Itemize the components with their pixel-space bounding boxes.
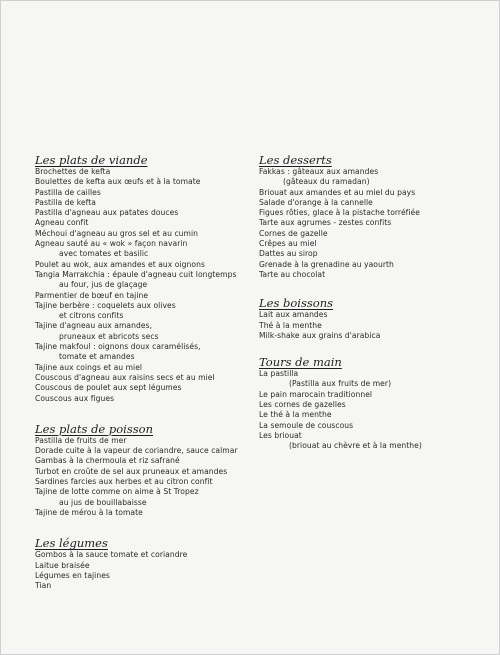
section-heading: Tours de main (259, 355, 342, 370)
section-heading: Les desserts (259, 153, 332, 167)
section-les-plats-de-poisson (35, 422, 250, 518)
section-heading: Les plats de viande (35, 153, 148, 167)
menu-item: pruneaux et abricots secs (59, 331, 159, 341)
menu-item: au jus de bouillabaisse (59, 497, 147, 507)
menu-item: Le thé à la menthe (259, 410, 332, 420)
menu-item: Lait aux amandes (259, 310, 328, 320)
menu-item: Tajine de mérou à la tomate (35, 507, 143, 517)
section-heading: Les légumes (35, 536, 108, 551)
menu-item: Salade d'orange à la cannelle (259, 197, 373, 207)
menu-item: (briouat au chèvre et à la menthe) (289, 441, 422, 451)
menu-item: Couscous aux figues (35, 393, 115, 403)
menu-item: (Pastilla aux fruits de mer) (289, 379, 392, 389)
menu-item: Tajine makfoul : oignons doux caramélisés, (35, 342, 201, 352)
menu-item: Parmentier de bœuf en tajine (35, 290, 149, 300)
menu-item: Thé à la menthe (259, 320, 322, 330)
menu-item: Turbot en croûte de sel aux pruneaux et amandes (35, 466, 228, 476)
menu-item: Couscous de poulet aux sept légumes (35, 383, 182, 393)
menu-item: Les briouat (259, 430, 302, 440)
menu-item: Tarte aux agrumes - zestes confits (259, 218, 392, 228)
menu-item: Méchoui d'agneau au gros sel et au cumin (35, 228, 199, 238)
menu-item: Boulettes de kefta aux œufs et à la tomate (35, 177, 201, 187)
menu-item: Légumes en tajines (35, 570, 110, 580)
menu-item: Pastilla de fruits de mer (35, 435, 127, 445)
menu-item: Les cornes de gazelles (259, 400, 346, 410)
menu-item: Tajine de lotte comme on aime à St Tropez (35, 487, 199, 497)
menu-item: La semoule de couscous (259, 420, 354, 430)
menu-item: Milk-shake aux grains d'arabica (259, 330, 381, 340)
menu-item: Figues rôties, glace à la pistache torréfiée (259, 208, 420, 218)
section-heading: Les boissons (259, 296, 333, 311)
menu-item: Crêpes au miel (259, 239, 317, 249)
menu-item: Tangia Marrakchia : épaule d'agneau cuit longtemps (35, 269, 237, 279)
menu-item: Cornes de gazelle (259, 228, 328, 238)
menu-item: Gambas à la chermoula et riz safrané (35, 456, 180, 466)
section-les-boissons (259, 296, 479, 341)
menu-item: Tajine berbère : coquelets aux olives (35, 300, 176, 310)
menu-item: Couscous d'agneau aux raisins secs et au miel (35, 372, 215, 382)
section-heading: Les plats de poisson (35, 421, 153, 436)
menu-item: Le pain marocain traditionnel (259, 389, 373, 399)
menu-item: Fakkas : gâteaux aux amandes (259, 167, 379, 176)
section-les-desserts (259, 153, 479, 280)
section-tours-de-main (259, 355, 479, 451)
menu-item: Tajine aux coings et au miel (35, 362, 143, 372)
menu-item: Pastilla de cailles (35, 187, 101, 197)
menu-item: Tarte au chocolat (259, 269, 326, 279)
menu-item: Briouat aux amandes et au miel du pays (259, 187, 416, 197)
menu-column-left (35, 153, 250, 605)
section-les-plats-de-viande (35, 153, 250, 404)
menu-item: (gâteaux du ramadan) (283, 177, 370, 187)
menu-item: Agneau sauté au « wok » façon navarin (35, 239, 188, 249)
menu-item: Pastilla de kefta (35, 197, 96, 207)
menu-item: Tian (35, 581, 52, 591)
menu-item: Laitue braisée (35, 560, 90, 570)
menu-item: tomate et amandes (59, 352, 135, 362)
menu-item: La pastilla (259, 369, 299, 379)
menu-item: et citrons confits (59, 311, 124, 321)
menu-item: au four, jus de glaçage (59, 280, 148, 290)
menu-item: Grenade à la grenadine au yaourth (259, 259, 394, 269)
menu-item: Gombos à la sauce tomate et coriandre (35, 550, 188, 560)
menu-item: Tajine d'agneau aux amandes, (35, 321, 153, 331)
menu-item: Agneau confit (35, 218, 89, 228)
menu-item: Dorade cuite à la vapeur de coriandre, sauce calmar (35, 446, 238, 456)
menu-item: Brochettes de kefta (35, 167, 111, 176)
menu-column-right (259, 153, 479, 466)
menu-item: Pastilla d'agneau aux patates douces (35, 208, 179, 218)
section-les-legumes (35, 536, 250, 591)
menu-item: Poulet au wok, aux amandes et aux oignons (35, 259, 205, 269)
menu-item: Sardines farcies aux herbes et au citron confit (35, 477, 213, 487)
menu-item: Dattes au sirop (259, 249, 318, 259)
menu-item: avec tomates et basilic (59, 249, 149, 259)
